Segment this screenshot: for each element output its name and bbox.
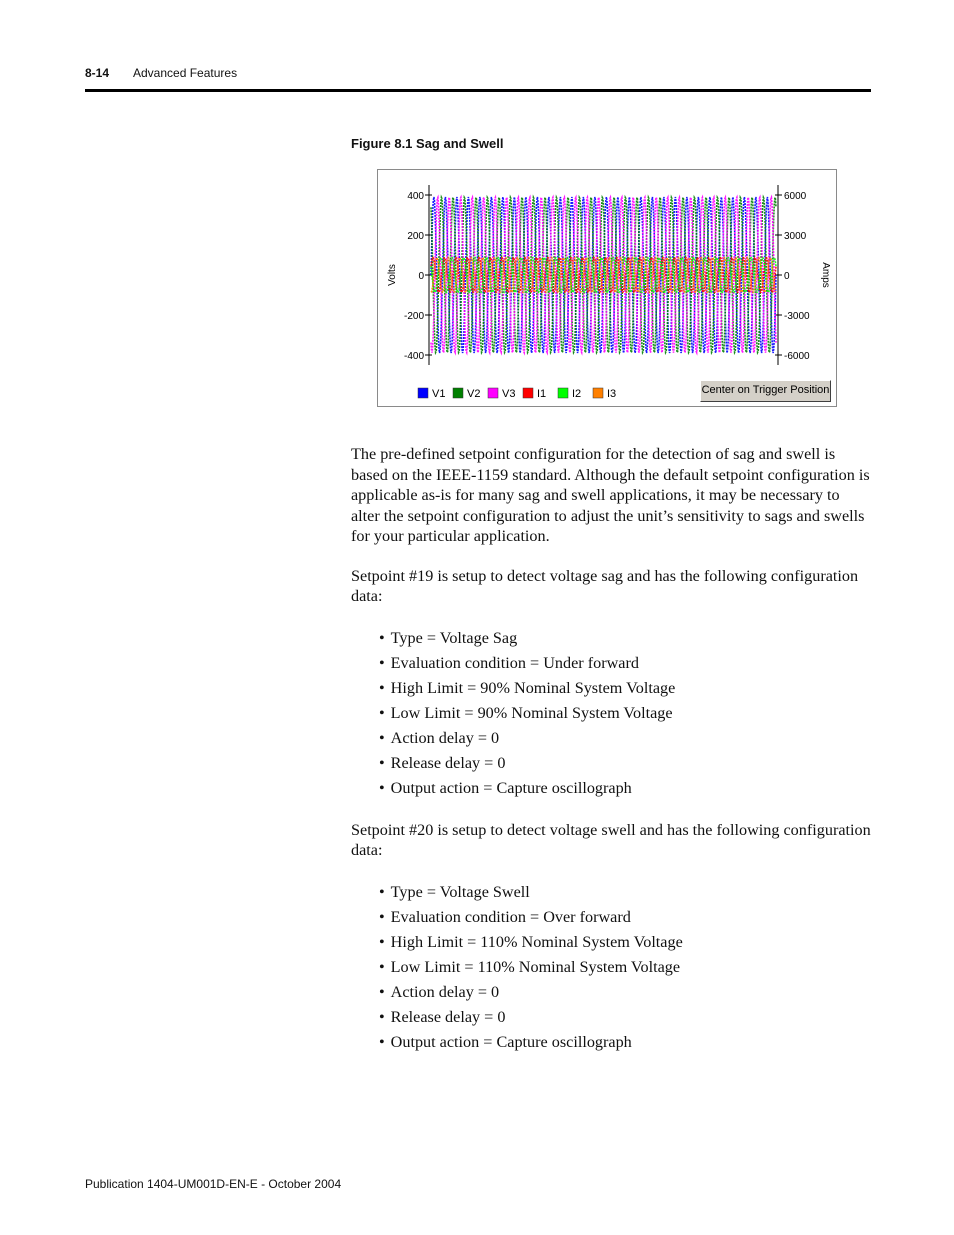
list-item: • Evaluation condition = Under forward (379, 651, 871, 676)
header-rule (85, 89, 871, 92)
swell-intro-paragraph: Setpoint #20 is setup to detect voltage swell and has the following configuration data: (351, 820, 871, 859)
sag-intro-paragraph: Setpoint #19 is setup to detect voltage sag and has the following configuration data: (351, 566, 859, 605)
list-item: • Action delay = 0 (379, 726, 871, 751)
list-item: • Output action = Capture oscillograph (379, 1030, 871, 1055)
list-item: • Type = Voltage Swell (379, 880, 871, 905)
legend-label-v3: V3 (502, 388, 516, 400)
y2-tick-label: 3000 (784, 231, 807, 242)
swell-config-list (351, 880, 871, 1055)
list-item: • Output action = Capture oscillograph (379, 776, 871, 801)
legend-label-v2: V2 (467, 388, 481, 400)
legend-swatch-v3 (488, 388, 498, 398)
sag-config-list (351, 626, 871, 801)
body-text (351, 444, 871, 1074)
list-item: • Low Limit = 110% Nominal System Voltage (379, 955, 871, 980)
y-tick-label: -400 (403, 351, 424, 362)
list-item: • High Limit = 90% Nominal System Voltage (379, 676, 871, 701)
legend-label-v1: V1 (432, 388, 446, 400)
list-item: • Release delay = 0 (379, 751, 871, 776)
y2-axis-label: Amps (820, 262, 831, 288)
legend-swatch-v2 (453, 388, 463, 398)
y2-tick-label: -6000 (784, 351, 810, 362)
y-axis-label: Volts (387, 264, 398, 286)
page-header (85, 66, 238, 80)
list-item: • Release delay = 0 (379, 1005, 871, 1030)
section-title: Advanced Features (133, 66, 238, 80)
oscillograph-chart (378, 170, 836, 406)
intro-paragraph: The pre-defined setpoint configuration for the detection of sag and swell is based on the IEEE-1159 standard. Although the default setpoint configuration is applicable as-is for many sag and swell applications, it may be necessary to alter the setpoint configuration to adjust the unit’s sensitivity to sags and swells for your particular application. (351, 445, 870, 545)
y-tick-label: 0 (418, 271, 424, 282)
legend-label-i1: I1 (537, 388, 547, 400)
y2-tick-label: -3000 (784, 311, 810, 322)
list-item: • High Limit = 110% Nominal System Voltage (379, 930, 871, 955)
legend-swatch-i2 (558, 388, 568, 398)
y-tick-label: 400 (407, 191, 424, 202)
legend-swatch-i1 (523, 388, 533, 398)
list-item: • Action delay = 0 (379, 980, 871, 1005)
y-tick-label: -200 (403, 311, 424, 322)
legend-label-i2: I2 (572, 388, 582, 400)
legend-swatch-v1 (418, 388, 428, 398)
list-item: • Type = Voltage Sag (379, 626, 871, 651)
list-item: • Low Limit = 90% Nominal System Voltage (379, 701, 871, 726)
legend-label-i3: I3 (607, 388, 617, 400)
oscillograph-figure (377, 169, 837, 407)
y-tick-label: 200 (407, 231, 424, 242)
center-on-trigger-button[interactable]: Center on Trigger Position (700, 380, 831, 402)
y2-tick-label: 0 (784, 271, 790, 282)
publication-footer: Publication 1404-UM001D-EN-E - October 2004 (85, 1177, 342, 1191)
page-number: 8-14 (85, 66, 110, 80)
figure-caption: Figure 8.1 Sag and Swell (351, 136, 504, 151)
list-item: • Evaluation condition = Over forward (379, 905, 871, 930)
legend-swatch-i3 (593, 388, 603, 398)
y2-tick-label: 6000 (784, 191, 807, 202)
